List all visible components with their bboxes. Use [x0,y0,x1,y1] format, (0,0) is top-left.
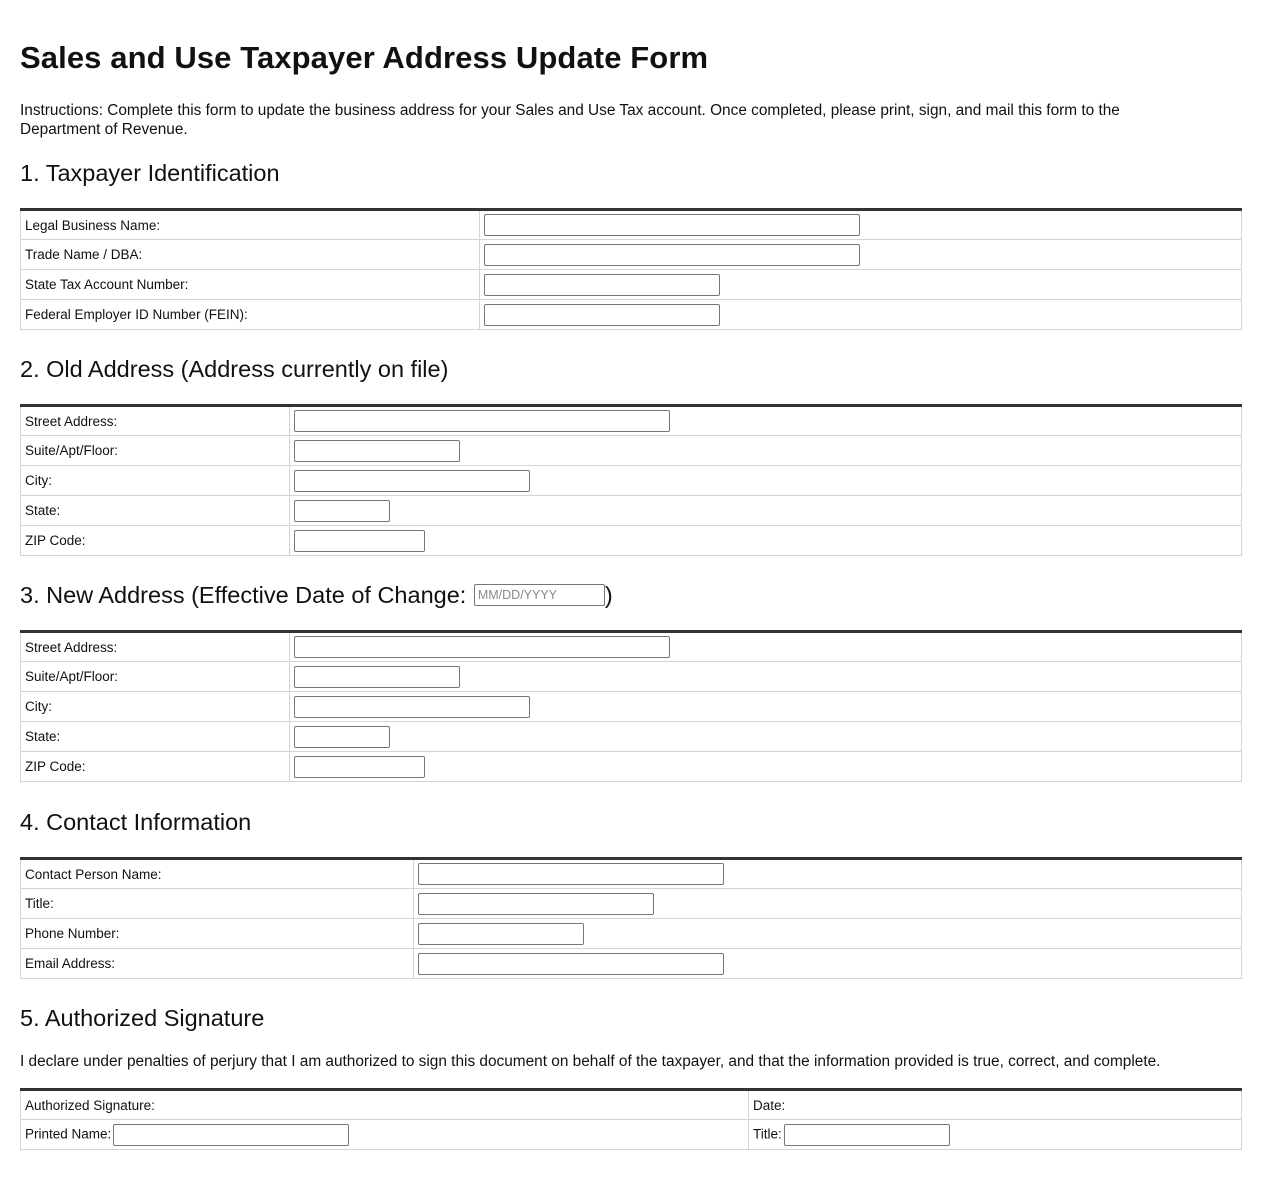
section-title-new-address-text: 3. New Address (Effective Date of Change: [20,582,467,608]
field-label: State: [21,496,290,526]
form-row [21,466,1242,496]
new-city-input[interactable] [294,696,530,718]
new-street-address-input[interactable] [294,636,670,658]
closing-paren: ) [604,582,613,608]
section-title-contact-information: 4. Contact Information [20,809,252,835]
declaration-text: I declare under penalties of perjury that I am authorized to sign this document on behalf of the taxpayer, and that the information provided is true, correct, and complete. [20,1053,1161,1070]
old-state-input[interactable] [294,500,390,522]
section-title-old-address: 2. Old Address (Address currently on file) [20,356,449,382]
effective-date-input[interactable]: MM/DD/YYYY [474,584,605,606]
trade-name-input[interactable] [484,244,860,266]
printed-name-input[interactable] [113,1124,349,1146]
form-row [21,526,1242,556]
field-label: City: [21,466,290,496]
signer-title-label: Title: [753,1126,782,1142]
contact-title-input[interactable] [418,893,654,915]
form-row [21,859,1242,889]
state-tax-account-number-input[interactable] [484,274,720,296]
field-label: Phone Number: [21,919,414,949]
field-label: Contact Person Name: [21,859,414,889]
phone-number-input[interactable] [418,923,584,945]
form-row [21,300,1242,330]
form-row [21,919,1242,949]
page-title: Sales and Use Taxpayer Address Update Form [20,40,709,75]
printed-name-label: Printed Name: [25,1126,112,1142]
legal-business-name-input[interactable] [484,214,860,236]
field-label: ZIP Code: [21,526,290,556]
signature-table [20,1088,1242,1150]
old-suite-input[interactable] [294,440,460,462]
field-label: State: [21,722,290,752]
field-label: Suite/Apt/Floor: [21,662,290,692]
signature-label: Authorized Signature: [25,1097,155,1113]
form-row [21,496,1242,526]
field-label: Federal Employer ID Number (FEIN): [21,300,480,330]
date-cell[interactable] [749,1090,1242,1120]
new-zip-input[interactable] [294,756,425,778]
signature-row [21,1090,1242,1120]
new-suite-input[interactable] [294,666,460,688]
contact-information-table [20,857,1242,979]
printed-name-row [21,1120,1242,1150]
taxpayer-identification-table [20,208,1242,330]
form-row [21,270,1242,300]
form-row [21,240,1242,270]
old-street-address-input[interactable] [294,410,670,432]
section-title-authorized-signature: 5. Authorized Signature [20,1005,265,1031]
form-row [21,949,1242,979]
instructions-text: Instructions: Complete this form to update the business address for your Sales and Use Tax account. Once completed, please print, sign, and mail this form to the Department of Revenue. [20,102,1120,138]
field-label: ZIP Code: [21,752,290,782]
form-row [21,889,1242,919]
field-label: Trade Name / DBA: [21,240,480,270]
form-row [21,752,1242,782]
old-address-table [20,404,1242,556]
field-label: Title: [21,889,414,919]
email-address-input[interactable] [418,953,724,975]
form-row [21,210,1242,240]
section-title-taxpayer-identification: 1. Taxpayer Identification [20,160,280,186]
form-row [21,406,1242,436]
field-label: State Tax Account Number: [21,270,480,300]
signature-cell[interactable] [21,1090,749,1120]
form-row [21,692,1242,722]
new-address-table [20,630,1242,782]
field-label: Legal Business Name: [21,210,480,240]
form-row [21,436,1242,466]
signer-title-input[interactable] [784,1124,950,1146]
form-row [21,632,1242,662]
old-city-input[interactable] [294,470,530,492]
date-label: Date: [753,1097,786,1113]
section-title-new-address [20,582,613,609]
contact-person-name-input[interactable] [418,863,724,885]
form-row [21,722,1242,752]
field-label: Street Address: [21,406,290,436]
old-zip-input[interactable] [294,530,425,552]
new-state-input[interactable] [294,726,390,748]
form-row [21,662,1242,692]
field-label: Street Address: [21,632,290,662]
fein-input[interactable] [484,304,720,326]
field-label: City: [21,692,290,722]
field-label: Suite/Apt/Floor: [21,436,290,466]
field-label: Email Address: [21,949,414,979]
